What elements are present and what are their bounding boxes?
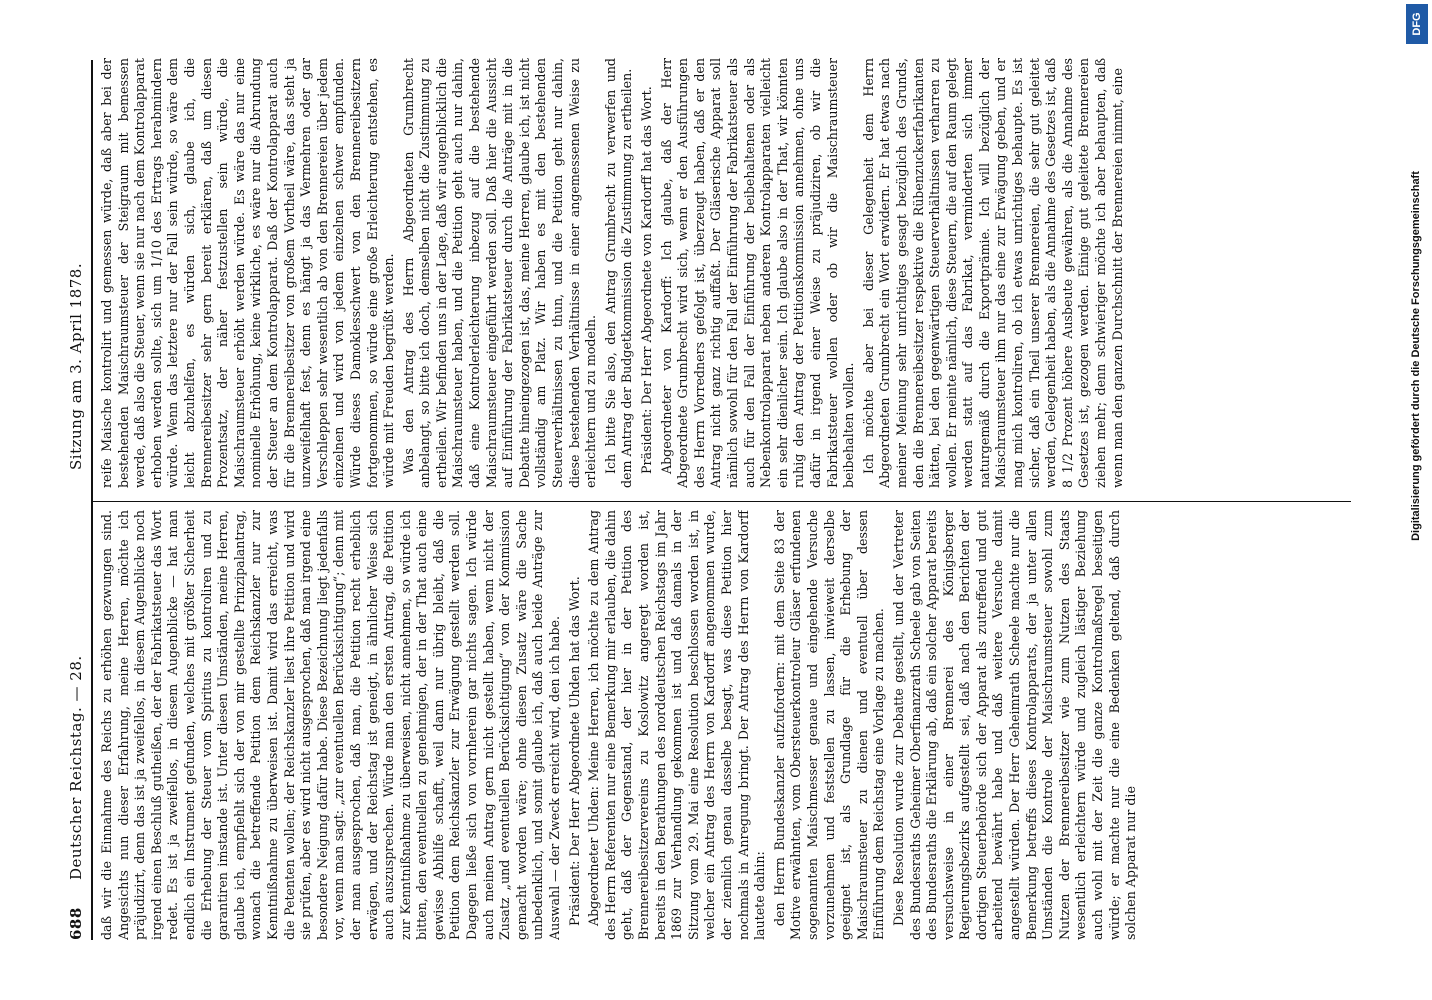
right-column [99,58,1361,488]
header-right-title: Sitzung am 3. April 1878. [67,262,85,470]
dfg-logo-text: DFG [1411,12,1423,36]
paragraph: Abgeordneter von Kardorff: Ich glaube, daß der Herr Abgeordnete Grumbrecht wird sich, wenn er den Ausführungen des Herrn Vorredners gefolgt ist, überzeugt haben, daß er den Antrag nicht ganz richtig auffaßt. Der Gläserische Apparat soll nämlich sowohl für den Fall der Einführung der Fabrikatsteuer als auch für den Fall der Einführung der beibehaltenen oder als Nebenkontrolapparat neben anderen Kontrolapparaten vielleicht ein sehr dienlicher sein. Ich glaube also in der That, wir könnten ruhig den Antrag der Petitionskommission annehmen, ohne uns dafür in irgend einer Weise zu präjudiziren, ob wir die Fabrikatsteuer wollen oder ob wir die Maischraumsteuer beibehalten wollen. [658,58,857,488]
paragraph: daß wir die Einnahme des Reichs zu erhöhen gezwungen sind. Angesichts nun dieser Erfahrung, meine Herren, möchte ich präjudizirt, denn das ist ja zweifellos, in diesem Augenblicke noch irgend einen Beschluß gutheißen, der der Fabrikatsteuer das Wort redet. Es ist ja zweifellos, in diesem Augenblicke — hat man endlich ein Instrument gefunden, welches mit größter Sicherheit die Erhebung der Steuer vom Spiritus zu kontroliren und zu garantiren imstande ist. Unter diesen Umständen, meine Herren, glaube ich, empfiehlt sich der von mir gestellte Prinzipalantrag, wonach die betreffende Petition dem Reichskanzler nur zur Kenntnißnahme zu überweisen ist. Damit wird das erreicht, was die Petenten wollen; der Reichskanzler liest ihre Petition und wird sie prüfen, aber es wird nicht ausgesprochen, daß man irgend eine besondere Neigung dafür habe. Diese Bezeichnung liegt jedenfalls vor, wenn man sagt: „zur eventuellen Berücksichtigung“; denn mit der man ausgesprochen, daß man, die Petition recht erheblich erwägen, und der Reichstag ist geneigt, in ähnlicher Weise sich auch auszusprechen. Würde man den ersten Antrag, die Petition zur Kenntnißnahme zu überweisen, nicht annehmen, so würde ich bitten, den eventuellen zu genehmigen, der in der That auch eine gewisse Abhilfe schafft, weil dann nur übrig bleibt, daß die Petition dem Reichskanzler zur Erwägung gestellt werden soll. Dagegen ließe sich von vornherein gar nichts sagen. Ich würde auch meinen Antrag gern nicht gestellt haben, wenn nicht der Zusatz „und eventuellen Berücksichtigung“ von der Kommission gemacht worden wäre; ohne diesen Zusatz wäre die Sache unbedenklich, und somit glaube ich, daß auch beide Anträge zur Auswahl — der Zweck erreicht wird, den ich habe. [99,510,563,940]
header-left-title: Deutscher Reichstag. — 28. [67,655,85,880]
digitization-watermark [1402,6,1430,706]
paragraph: Ich bitte Sie also, den Antrag Grumbrecht zu verwerfen und dem Antrag der Budgetkommission die Zustimmung zu ertheilen. [602,58,635,488]
quoted-resolution: den Herrn Bundeskanzler aufzufordern: mit dem Seite 83 der Motive erwähnten, vom Obersteuerkontroleur Gläser erfundenen sogenannten Maischmesser genaue und eingehende Versuche vorzunehmen und feststellen zu lassen, inwieweit derselbe geeignet ist, als Grundlage für die Erhebung der Maischraumsteuer zu dienen und eventuell über dessen Einführung dem Reichstag eine Vorlage zu machen. [771,510,887,940]
paragraph: Präsident: Der Herr Abgeordnete Uhden hat das Wort. [566,576,582,926]
paragraph: Abgeordneter Uhden: Meine Herren, ich möchte zu dem Antrag des Herrn Referenten nur eine Bemerkung mir erlauben, die dahin geht, daß der Gegenstand, der hier in der Petition des Brennereibesitzervereins zu Koslowitz angeregt worden ist, bereits in den Berathungen des norddeutschen Reichstags im Jahr 1869 zur Verhandlung gekommen ist und daß damals in der Sitzung vom 29. Mai eine Resolution beschlossen worden ist, in welcher ein Antrag des Herrn von Kardorff angenommen wurde, der ziemlich genau dasselbe besagt, was diese Petition hier nochmals in Anregung bringt. Der Antrag des Herrn von Kardorff lautete dahin: [586,510,768,940]
rotated-document-page [51,30,1381,970]
paragraph: Ich möchte aber bei dieser Gelegenheit dem Herrn Abgeordneten Grumbrecht ein Wort erwidern. Er hat etwas nach meiner Meinung sehr unrichtiges gesagt bezüglich des Grunds, den die Brennereibesitzer respektive die Rübenzuckerfabrikanten hätten, bei den gegenwärtigen Steuerverhältnissen verharren zu wollen. Er meinte nämlich, diese Steuern, die auf den Raum gelegt werden statt auf das Fabrikat, verminderten sich immer naturgemäß durch die Exportprämie. Ich will bezüglich der Maischraumsteuer ihm nur das eine zur Erwägung geben, und er mag mich kontroliren, ob ich etwas unrichtiges behaupte. Es ist sicher, daß ein Theil unserer Brennereien, die sehr gut geleitet werden, Gelegenheit haben, als die Annahme des Gesetzes ist, daß 8 1/2 Prozent höhere Ausbeute gewähren, als die Annahme des Gesetzes ist, gezogen werden. Einige gut geleitete Brennereien ziehen mehr; denn schwieriger möchte ich aber behaupten, daß wenn man den ganzen Durchschnitt der Brennereien nimmt, eine [860,58,1125,488]
page-number: 688 [67,907,85,940]
header-rule [91,60,93,940]
watermark-text: Digitalisierung gefördert durch die Deutsche Forschungsgemeinschaft [1410,171,1422,541]
left-column [99,510,1361,940]
paragraph: reife Maische kontrolirt und gemessen würde, daß aber bei der bestehenden Maischraumsteuer der Steigraum mit bemessen werde, daß also die Steuer, wenn sie nur nach dem Kontrolapparat erhoben werden sollte, sich um 1/10 des Ertrags herabmindern würde. Wenn das letztere nur der Fall sein würde, so wäre dem leicht abzuhelfen, es würden sich, glaube ich, die Brennereibesitzer sehr gern bereit erklären, daß um diesen Prozentsatz, der näher festzustellen sein würde, die Maischraumsteuer erhöht werden würde. Es wäre das nur eine nominelle Erhöhung, keine wirkliche, es wäre nur die Abrundung der Steuer an dem Kontrolapparat. Daß der Kontrolapparat auch für die Brennereibesitzer von großem Vortheil wäre, das steht ja unzweifelhaft fest, denn es hängt ja das Vermehren oder gar Verschleppen sehr wesentlich ab von den Brennereien über jedem einzelnen und wird von jedem einzelnen schwer empfunden. Würde dieses Damoklesschwert von den Brennereibesitzern fortgenommen, so würde eine große Erleichterung entstehen, es würde mit Freuden begrüßt werden. [99,58,397,488]
paragraph: Präsident: Der Herr Abgeordnete von Kardorff hat das Wort. [639,86,654,474]
paragraph: Diese Resolution wurde zur Debatte gestellt, und der Vertreter des Bundesraths Geheimer Oberfinanzrath Scheele gab von Seiten des Bundesraths die Erklärung ab, daß ein solcher Apparat bereits versuchsweise in einer Brennerei des Königsberger Regierungsbezirks aufgestellt sei, daß nach den Berichten der dortigen Steuerbehörde sich der Apparat als zutreffend und gut arbeitend bewährt habe und daß weitere Versuche damit angestellt würden. Der Herr Geheimrath Scheele machte nur die Bemerkung betreffs dieses Kontrolapparats, der ja unter allen Umständen die Kontrole der Maischraumsteuer sowohl zum Nutzen der Brennereibesitzer wie zum Nutzen des Staats wesentlich erleichtern würde und zugleich lästiger Beziehung auch wohl mit der Zeit die ganze Kontrolmaßregel beseitigen würde; er machte nur die eine Bedenken geltend, daß durch solchen Apparat nur die [890,510,1139,940]
running-header [63,60,93,940]
column-divider [91,501,1351,502]
paragraph: Was den Antrag des Herrn Abgeordneten Grumbrecht anbelangt, so bitte ich doch, demselben nicht die Zustimmung zu ertheilen. Wir befinden uns in der Lage, daß wir augenblicklich die Maischraumsteuer haben, und die Petition geht auch nur dahin, daß eine Kontrolerleichterung inbezug auf die bestehende Maischraumsteuer eingeführt werden soll. Daß hier die Aussicht auf Einführung der Fabrikatsteuer durch die Anträge mit in die Debatte hineingezogen ist, das, meine Herren, glaube ich, ist nicht vollständig am Platz. Wir haben es mit den bestehenden Steuerverhältnissen zu thun, und die Petition geht nur dahin, diese bestehenden Verhältnisse in einer angemessenen Weise zu erleichtern und zu modeln. [400,58,599,488]
